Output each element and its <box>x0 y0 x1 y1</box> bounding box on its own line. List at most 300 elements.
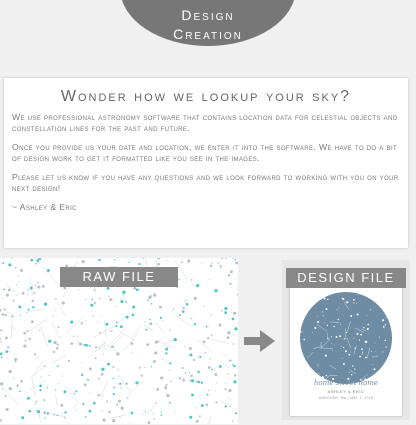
star <box>387 373 388 374</box>
star <box>208 366 211 369</box>
star <box>306 300 308 302</box>
star <box>32 306 34 308</box>
star <box>102 410 103 411</box>
star <box>153 360 156 363</box>
star <box>186 303 189 306</box>
star <box>36 259 39 262</box>
star <box>73 393 75 395</box>
star <box>93 289 95 291</box>
constellation-line <box>347 338 351 348</box>
star <box>142 258 143 259</box>
star <box>27 397 30 400</box>
star <box>104 346 105 347</box>
star <box>359 340 360 341</box>
star <box>34 353 36 355</box>
star <box>350 315 352 317</box>
star <box>196 284 199 287</box>
star <box>322 311 323 312</box>
star <box>323 315 324 316</box>
raw-file-image <box>0 258 238 424</box>
star <box>120 325 123 328</box>
star <box>232 258 233 259</box>
star <box>214 289 217 292</box>
star <box>126 383 128 385</box>
star <box>195 407 196 408</box>
star <box>312 332 313 333</box>
constellation-line <box>44 411 64 417</box>
star <box>215 401 217 403</box>
star <box>167 346 168 347</box>
star <box>354 338 355 339</box>
star <box>120 388 121 389</box>
star <box>0 419 2 421</box>
star <box>85 299 86 300</box>
star <box>337 309 338 310</box>
star <box>229 359 231 361</box>
star <box>147 421 150 424</box>
star <box>37 282 39 284</box>
star <box>356 303 357 304</box>
star <box>125 414 126 415</box>
star <box>113 387 115 389</box>
constellation-line <box>30 360 44 379</box>
star <box>57 333 58 334</box>
star <box>232 343 234 345</box>
star <box>233 334 234 335</box>
star <box>230 270 233 273</box>
star <box>169 369 170 370</box>
star <box>227 331 230 334</box>
star <box>0 382 3 385</box>
star <box>343 347 344 348</box>
star <box>149 319 151 321</box>
star <box>228 398 229 399</box>
star <box>234 374 237 377</box>
constellation-line <box>372 356 378 357</box>
star <box>167 260 168 261</box>
star <box>197 381 200 384</box>
constellation-line <box>330 322 339 323</box>
star <box>301 331 302 332</box>
star <box>232 421 233 422</box>
star <box>340 324 341 325</box>
star <box>118 400 121 403</box>
star <box>346 332 347 333</box>
star <box>157 263 160 266</box>
star <box>375 343 376 344</box>
constellation-line <box>219 361 231 369</box>
star <box>43 388 44 389</box>
constellation-line <box>109 415 124 418</box>
star <box>153 293 156 296</box>
star <box>379 337 380 338</box>
star <box>60 336 61 337</box>
star <box>9 387 12 390</box>
star <box>57 415 58 416</box>
star <box>53 351 55 353</box>
constellation-line <box>349 370 355 374</box>
star <box>327 299 329 301</box>
sky-star-field <box>300 292 392 384</box>
star <box>95 357 97 359</box>
star-map-circle <box>300 292 392 384</box>
constellation-line <box>123 331 139 351</box>
star <box>217 262 219 264</box>
star <box>108 411 111 414</box>
constellation-line <box>32 378 36 397</box>
constellation-line <box>367 348 370 358</box>
star <box>208 325 209 326</box>
star <box>5 337 8 340</box>
star <box>204 352 206 354</box>
star <box>27 294 28 295</box>
constellation-line <box>67 316 84 333</box>
star <box>6 350 9 353</box>
star <box>190 380 192 382</box>
star <box>1 313 4 316</box>
star <box>332 350 333 351</box>
star <box>16 384 19 387</box>
star <box>20 269 23 272</box>
star <box>339 307 340 308</box>
constellation-line <box>158 341 174 348</box>
star <box>83 344 85 346</box>
star <box>109 295 110 296</box>
star <box>39 384 42 387</box>
star <box>3 308 5 310</box>
star <box>16 294 17 295</box>
star <box>0 341 2 343</box>
star <box>13 377 14 378</box>
star <box>75 409 76 410</box>
star <box>79 342 82 345</box>
star <box>181 305 182 306</box>
star <box>92 299 94 301</box>
constellation-line <box>116 313 130 324</box>
constellation-line <box>330 365 337 369</box>
star <box>130 412 133 415</box>
star <box>199 356 201 358</box>
star <box>142 414 143 415</box>
star <box>58 383 59 384</box>
star <box>23 332 26 335</box>
star <box>85 416 87 418</box>
star <box>343 363 345 365</box>
star <box>89 345 91 347</box>
info-card <box>4 78 408 248</box>
star <box>55 389 56 390</box>
constellation-line <box>164 340 175 345</box>
star <box>328 338 329 339</box>
star <box>166 394 169 397</box>
star <box>77 336 78 337</box>
star <box>57 343 59 345</box>
star <box>331 343 332 344</box>
star <box>219 365 222 368</box>
star <box>234 259 235 260</box>
constellation-line <box>11 326 18 332</box>
star <box>303 339 304 340</box>
star <box>165 348 168 351</box>
star <box>224 311 226 313</box>
star <box>121 298 122 299</box>
star <box>342 358 343 359</box>
star <box>7 346 9 348</box>
badge-title <box>120 6 296 44</box>
star <box>105 349 106 350</box>
star <box>28 410 31 413</box>
star <box>112 419 115 422</box>
star <box>111 346 114 349</box>
star <box>211 262 213 264</box>
star <box>120 384 122 386</box>
star <box>189 347 192 350</box>
star <box>15 267 17 269</box>
star <box>37 410 40 413</box>
star <box>98 378 100 380</box>
star <box>81 260 84 263</box>
star <box>230 399 231 400</box>
star <box>3 298 4 299</box>
star <box>153 413 154 414</box>
star <box>227 336 230 339</box>
star <box>58 327 60 329</box>
star <box>35 401 37 403</box>
star <box>149 295 152 298</box>
star <box>144 367 145 368</box>
star <box>44 417 45 418</box>
star <box>116 322 118 324</box>
star <box>70 342 73 345</box>
star <box>349 372 350 373</box>
star <box>55 298 57 300</box>
star <box>43 399 45 401</box>
star <box>345 350 347 352</box>
star <box>145 411 146 412</box>
star <box>3 288 5 290</box>
star <box>172 311 173 312</box>
star <box>160 412 161 413</box>
poster-info: ANDOVER, MA | MAY 1, 2015 <box>318 396 374 400</box>
star <box>201 382 203 384</box>
star <box>354 347 355 348</box>
star <box>146 343 149 346</box>
constellation-line <box>128 382 142 396</box>
star <box>106 323 109 326</box>
constellation-line <box>73 404 77 408</box>
star <box>0 309 1 312</box>
star <box>224 405 226 407</box>
star <box>170 381 171 382</box>
poster-title: home sweet home <box>313 379 379 387</box>
star <box>103 354 104 355</box>
card-signature: ~ Ashley & Eric <box>12 202 77 212</box>
star <box>62 376 63 377</box>
constellation-line <box>64 385 78 404</box>
star <box>112 366 114 368</box>
star <box>325 308 327 310</box>
constellation-line <box>89 342 106 357</box>
star <box>221 258 223 259</box>
star <box>388 313 389 314</box>
constellation-line <box>306 292 317 297</box>
star <box>211 369 213 371</box>
star <box>89 367 92 370</box>
star <box>233 380 236 383</box>
star <box>133 287 136 290</box>
star <box>64 411 66 413</box>
star <box>0 329 2 331</box>
star <box>323 298 325 300</box>
star <box>197 357 198 358</box>
star <box>154 351 157 354</box>
star <box>322 376 324 378</box>
star <box>53 414 55 416</box>
star <box>151 366 152 367</box>
star <box>5 408 8 411</box>
star <box>235 412 237 414</box>
star <box>224 307 227 310</box>
star <box>55 310 56 311</box>
star <box>230 406 231 407</box>
star <box>191 279 193 281</box>
constellation-line <box>105 321 107 337</box>
star <box>359 356 361 358</box>
constellation-line <box>206 415 211 424</box>
star <box>2 262 4 264</box>
star <box>0 356 2 358</box>
star <box>39 389 41 391</box>
star <box>181 261 183 263</box>
star <box>116 306 117 307</box>
star <box>59 338 60 339</box>
star <box>56 347 59 350</box>
star <box>36 357 37 358</box>
star <box>182 378 183 379</box>
star <box>184 346 185 347</box>
star <box>316 373 317 374</box>
star <box>190 374 193 377</box>
star <box>62 413 63 414</box>
constellation-line <box>33 367 44 377</box>
star <box>114 346 115 347</box>
star <box>18 305 21 308</box>
star <box>191 318 192 319</box>
star <box>136 352 137 353</box>
star <box>113 393 115 395</box>
star <box>31 320 34 323</box>
star <box>210 265 213 268</box>
star <box>197 371 199 373</box>
star <box>73 336 74 337</box>
star <box>182 310 185 313</box>
star <box>132 352 133 353</box>
star <box>116 352 119 355</box>
star <box>225 258 227 259</box>
star <box>138 263 140 265</box>
star <box>372 364 373 365</box>
star <box>169 362 171 364</box>
constellation-line <box>174 315 191 327</box>
star <box>318 373 319 374</box>
star <box>219 324 222 327</box>
star <box>169 330 170 331</box>
star <box>196 421 197 422</box>
star <box>8 370 11 373</box>
star <box>20 315 21 316</box>
star <box>307 306 308 307</box>
star <box>135 381 138 384</box>
star <box>11 316 13 318</box>
star <box>178 279 179 280</box>
star <box>87 379 89 381</box>
star <box>75 390 77 392</box>
constellation-line <box>210 339 229 343</box>
star <box>129 261 130 262</box>
constellation-line <box>308 352 314 357</box>
star <box>5 395 7 397</box>
star <box>43 412 46 415</box>
star <box>189 354 192 357</box>
star <box>35 285 37 287</box>
star <box>4 314 5 315</box>
star <box>157 340 159 342</box>
star <box>327 338 328 339</box>
star <box>97 322 98 323</box>
star <box>367 324 368 325</box>
star <box>209 358 210 359</box>
star <box>2 388 3 389</box>
star <box>162 320 163 321</box>
star <box>383 304 385 306</box>
star <box>386 305 388 307</box>
star <box>81 374 83 376</box>
star <box>35 411 36 412</box>
star <box>387 303 388 304</box>
star <box>46 387 47 388</box>
star <box>127 397 128 398</box>
star <box>11 258 12 259</box>
star <box>214 373 217 376</box>
star <box>166 393 167 394</box>
star <box>371 351 372 352</box>
star <box>85 321 86 322</box>
star <box>160 317 162 319</box>
star <box>232 364 234 366</box>
star <box>208 390 210 392</box>
star <box>94 302 96 304</box>
star <box>351 374 352 375</box>
constellation-line <box>354 346 357 355</box>
star <box>228 389 231 392</box>
star <box>1 290 2 291</box>
star <box>62 301 65 304</box>
star <box>365 357 367 359</box>
star <box>357 314 359 316</box>
star <box>174 338 177 341</box>
star <box>389 307 391 309</box>
star <box>206 403 209 406</box>
star <box>202 340 205 343</box>
star <box>324 322 325 323</box>
card-paragraph-3: Please let us know if you have any questions and we look forward to working with you on your next design! <box>12 172 399 193</box>
star <box>28 338 30 340</box>
star <box>187 259 190 262</box>
star <box>196 387 197 388</box>
star <box>338 319 339 320</box>
star <box>350 352 351 353</box>
star <box>234 327 237 330</box>
